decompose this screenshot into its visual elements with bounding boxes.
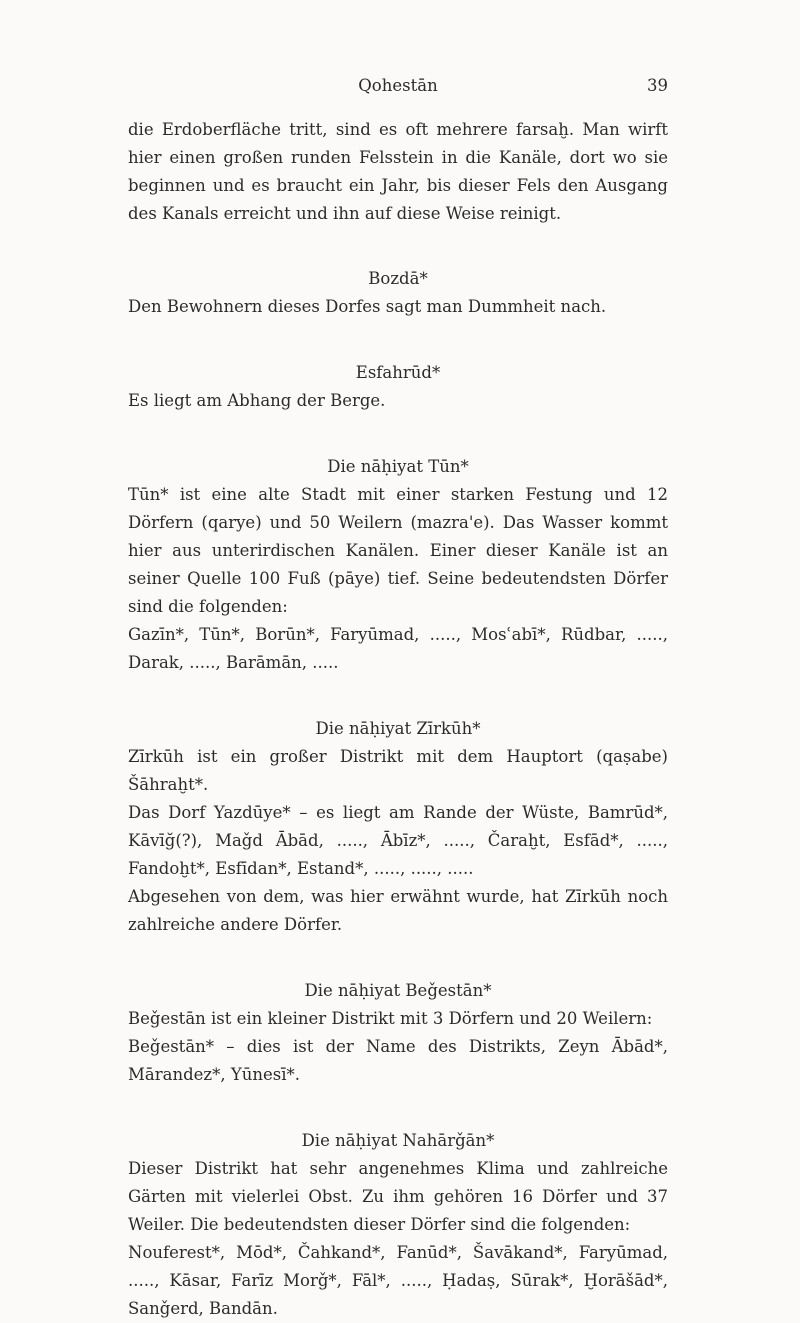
page-body — [128, 116, 668, 1323]
paragraph-begestan-villages: Beǧestān* – dies ist der Name des Distrikts, Zeyn Ābād*, Mārandez*, Yūnesī*. — [128, 1037, 668, 1084]
heading-nahargan: Die nāḥiyat Nahārǧān* — [301, 1131, 495, 1150]
paragraph-zirkuh: Zīrkūh ist ein großer Distrikt mit dem Hauptort (qaṣabe) Šāhraḫt*. — [128, 747, 668, 794]
running-title: Qohestān — [358, 76, 438, 95]
paragraph-esfahrud: Es liegt am Abhang der Berge. — [128, 391, 386, 410]
paragraph-begestan: Beǧestān ist ein kleiner Distrikt mit 3 Dörfern und 20 Weilern: — [128, 1009, 653, 1028]
paragraph-opening: die Erdoberfläche tritt, sind es oft mehrere farsaḫ. Man wirft hier einen großen runden Felsstein in die Kanäle, dort wo sie beginnen und es braucht ein Jahr, bis dieser Fels den Ausgang des Kanals erreicht und ihn auf diese Weise reinigt. — [128, 120, 668, 223]
heading-zirkuh: Die nāḥiyat Zīrkūh* — [315, 719, 481, 738]
heading-tun: Die nāḥiyat Tūn* — [327, 457, 469, 476]
heading-begestan: Die nāḥiyat Beǧestān* — [304, 981, 492, 1000]
paragraph-zirkuh-villages: Das Dorf Yazdūye* – es liegt am Rande der Wüste, Bamrūd*, Kāvīğ(?), Maǧd Ābād, ....., Ābīz*, ....., Čaraḫt, Esfād*, ....., Fandoḫt*, Esfīdan*, Estand*, ....., ....., ..... — [128, 803, 668, 878]
paragraph-tun-villages: Gazīn*, Tūn*, Borūn*, Faryūmad, ....., Mosʿabī*, Rūdbar, ....., Darak, ....., Barāmān, ..... — [128, 625, 668, 672]
running-head — [128, 76, 668, 102]
paragraph-tun: Tūn* ist eine alte Stadt mit einer starken Festung und 12 Dörfern (qarye) und 50 Weilern (mazra'e). Das Wasser kommt hier aus unterirdischen Kanälen. Einer dieser Kanäle ist an seiner Quelle 100 Fuß (pāye) tief. Seine bedeutendsten Dörfer sind die folgenden: — [128, 485, 668, 616]
heading-bozda: Bozdā* — [368, 269, 428, 288]
paragraph-zirkuh-other: Abgesehen von dem, was hier erwähnt wurde, hat Zīrkūh noch zahlreiche andere Dörfer. — [128, 887, 668, 934]
heading-esfahrud: Esfahrūd* — [355, 363, 441, 382]
page-number: 39 — [647, 76, 668, 95]
paragraph-nahargan: Dieser Distrikt hat sehr angenehmes Klima und zahlreiche Gärten mit vielerlei Obst. Zu ihm gehören 16 Dörfer und 37 Weiler. Die bedeutendsten dieser Dörfer sind die folgenden: — [128, 1159, 668, 1234]
paragraph-bozda: Den Bewohnern dieses Dorfes sagt man Dummheit nach. — [128, 297, 607, 316]
paragraph-nahargan-villages: Nouferest*, Mōd*, Čahkand*, Fanūd*, Šavākand*, Faryūmad, ....., Kāsar, Farīz Morǧ*, Fāl*, ....., Ḥadaṣ, Sūrak*, Ḫorāšād*, Sanǧerd, Bandān. — [128, 1243, 668, 1318]
